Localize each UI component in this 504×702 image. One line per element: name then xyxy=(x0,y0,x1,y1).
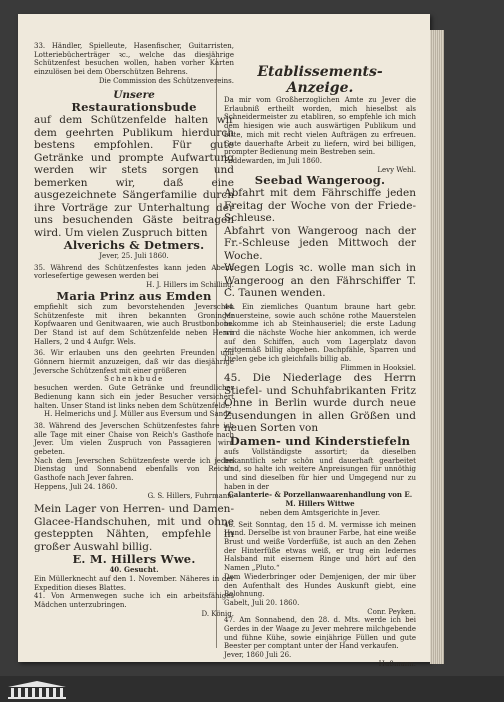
notice-36-heading: Schenkbude xyxy=(104,375,164,384)
notice-45-shop: Galanterie- & Porzellanwaarenhandlung von E. M. Hillers Wittwe xyxy=(227,490,413,509)
establishment-signature: Levy Wehl. xyxy=(377,165,416,174)
notice-47: 47. Am Sonnabend, den 28. d. Mts. werde ich bei Gerdes in der Waage zu Jever mehrere milchgebende und fühne Kühe, sowie einjährige Füllen und gute Beester per comptant unter der Hand verkaufen. xyxy=(224,616,416,651)
notice-33: 33. Händler, Spielleute, Hasenfischer, Guitarristen, Lotteriebücherträger ꝛc., welche das diesjährige Schützenfest besuchen wollen, haben vorher Karten einzulösen bei dem Oberschützen Behrens. xyxy=(34,42,234,77)
notice-40-heading: 40. Gesucht. xyxy=(109,565,159,575)
notice-38: 38. Während des Jeverschen Schützenfestes fahre ich alle Tage mit einer Chaise von Reich's Gasthofe nach Jever. Um vielen Zuspruch von Passagieren wird gebeten. xyxy=(34,421,234,457)
notice-38-extra: Nach dem Jeverschen Schützenfeste werde ich jeden Dienstag und Sonnabend ebenfalls von Reich's Gasthofe nach Jever fahren. xyxy=(34,456,234,483)
seebad-body-2: Abfahrt von Wangeroog nach der Fr.-Schleuse jeden Mittwoch der Woche. xyxy=(224,224,416,262)
seebad-title: Seebad Wangeroog. xyxy=(254,173,386,188)
ad-gloves-signature: E. M. Hillers Wwe. xyxy=(72,552,196,567)
notice-44-signature: Flimmen in Hooksiel. xyxy=(340,363,416,372)
library-logo-icon xyxy=(6,680,68,700)
notice-36-body: besuchen werden. Gute Getränke und freundlicher Bedienung kann sich ein jeder Besucher versichert halten. Unser Stand ist links neben dem Schützenfelde. xyxy=(34,384,234,410)
notice-46-signature: Conr. Peyken. xyxy=(367,607,416,616)
notice-35-signature: H. J. Hillers im Schilling. xyxy=(146,281,234,290)
notice-41-signature: D. König. xyxy=(201,609,234,618)
ad-gloves-body: Mein Lager von Herren- und Damen-Glacee-Handschuhen, mit und ohne gesteppten Nähten, empfehle in großer Auswahl billig. xyxy=(34,503,234,553)
page-stack-edge xyxy=(430,30,444,664)
right-column xyxy=(224,64,416,669)
left-column xyxy=(34,42,234,619)
notice-40-body: Ein Müllerknecht auf den 1. November. Näheres in der Expedition dieses Blattes. xyxy=(34,575,234,592)
notice-45-heading: Damen- und Kinderstiefeln xyxy=(229,433,411,448)
ad-maria-prinz-title: Maria Prinz aus Emden xyxy=(56,288,212,303)
notice-38-place: Heppens, Juli 24. 1860. xyxy=(34,482,118,491)
establishment-heading: Etablissements-Anzeige. xyxy=(257,64,383,96)
notice-47-place: Jever, 1860 Juli 26. xyxy=(224,651,292,660)
notice-45-body: aufs Vollständigste assortirt; da dieselben bekanntlich sehr schön und dauerhaft gearbeitet sind, so halte ich weitere Anpreisungen für unnöthig und sind dieselben für hier und Umgegend nur zu haben in der xyxy=(224,447,416,491)
notice-38-signature: G. S. Hillers, Fuhrmann. xyxy=(147,491,234,500)
establishment-place: Feddewarden, im Juli 1860. xyxy=(224,156,322,165)
notice-47-signature: Hußmann. xyxy=(378,659,416,668)
ad-restaurant-names: Alverichs & Detmers. xyxy=(63,238,205,253)
notice-46-reward: Dem Wiederbringer oder Demjenigen, der mir über den Aufenthalt des Hundes Auskunft giebt, eine Belohnung. xyxy=(224,572,416,599)
ad-restaurant-title: Restaurationsbude xyxy=(71,100,197,115)
notice-36-signature: H. Helmerichs und J. Müller aus Eversum und Sande. xyxy=(43,410,234,419)
viewer-footer xyxy=(0,676,504,702)
notice-46: 46. Seit Sonntag, den 15 d. M. vermisse ich meinen Hund. Derselbe ist von brauner Farbe, hat eine weiße Brust und weiße Vorderfüße, ist auch an den Zehen der Hinterfüße etwas weiß, er trug ein ledernes Halsband mit eisernem Ringe und hört auf den Namen „Pluto.“ xyxy=(224,520,416,573)
seebad-body-3: Wegen Logis ꝛc. wolle man sich in Wangeroog an den Fährschiffer T. C. Taunen wenden. xyxy=(224,262,416,300)
notice-45-sub: neben dem Amtsgerichte in Jever. xyxy=(259,508,381,517)
notice-36: 36. Wir erlauben uns den geehrten Freunden und Gönnern hiermit anzuzeigen, daß wir das diesjährige Jeversche Schützenfest mit einer größeren xyxy=(34,349,234,375)
ad-restaurant-place: Jever, 25. Juli 1860. xyxy=(99,252,169,261)
notice-46-place: Gabelt, Juli 20. 1860. xyxy=(224,598,300,607)
notice-41: 41. Von Armenwegen suche ich ein arbeitsfähiges Mädchen unterzubringen. xyxy=(34,592,234,610)
ad-restaurant-body: auf dem Schützenfelde halten wir dem geehrten Publikum hierdurch bestens empfohlen. Für gute Getränke und prompte Aufwartung werden wir stets sorgen und bemerken wir, daß eine ausgezeichnete Sängerfamilie durch ihre Vorträge zur Unterhaltung der uns besuchenden Gäste beitragen wird. Um vielen Zuspruch bitten xyxy=(34,114,234,239)
ad-maria-prinz-body: empfiehlt sich zum bevorstehenden Jeverschen Schützenfeste mit ihren bekannten Groninger Kopfwaaren und Genitwaaren, wie auch Brustbonbons. Der Stand ist auf dem Schützenfelde neben Herrn Hallers, 2 und 4 Aufgr. Wels. xyxy=(34,302,234,346)
notice-33-signature: Die Commission des Schützenvereins. xyxy=(98,76,234,85)
ad-restaurant-pre: Unsere xyxy=(113,88,155,101)
seebad-body-1: Abfahrt mit dem Fährschiffe jeden Freitag der Woche von der Friede-Schleuse. xyxy=(224,187,416,225)
notice-35: 35. Während des Schützenfestes kann jeden Abend vorlesefertige gewesen werden bei xyxy=(34,263,234,281)
notice-44: 44. Ein ziemliches Quantum braune hart gebr. Mauersteine, sowie auch schöne rothe Mauerstelen bekomme ich ab Steinhauseriel; die erste Ladung wird die nächste Woche hier ankommen, ich werde auf den Schiffen, auch vom Lagerplatz davon zeitgemäß billig abgeben. Dachpfähle, Sparren und Dielen gebe ich gleichfalls billig ab. xyxy=(224,302,416,364)
establishment-body: Da mir vom Großherzoglichen Amte zu Jever die Erlaubniß ertheilt worden, mich hieselbst als Schneidermeister zu etabliren, so empfehle ich mich dem hiesigen wie auch auswärtigen Publikum und bitte, mich mit recht vielen Aufträgen zu erfreuen. Gute dauerhafte Arbeit zu liefern, wird bei billigen, prompter Bedienung mein Bestreben sein. xyxy=(224,96,416,157)
notice-45: 45. Die Niederlage des Herrn Stiefel- und Schuhfabrikanten Fritz Ohne in Berlin wurde durch neue Zusendungen in allen Größen und neuen Sorten von xyxy=(224,372,416,435)
